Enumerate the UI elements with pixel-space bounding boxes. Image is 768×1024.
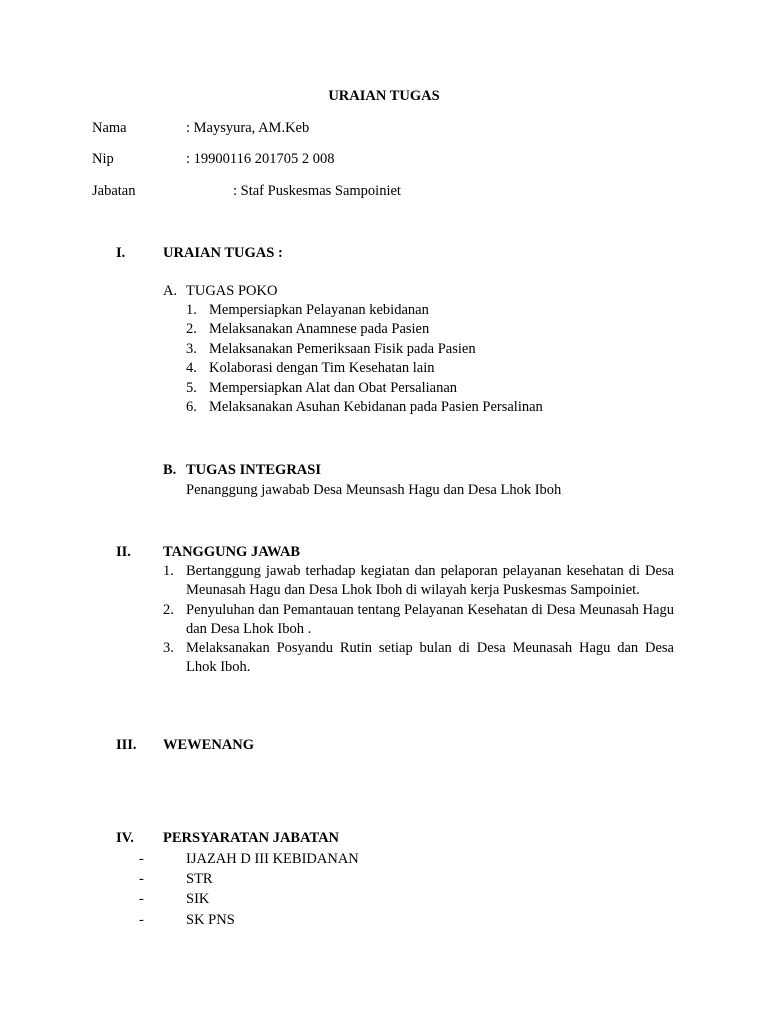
sub-b-text: Penanggung jawabab Desa Meunsash Hagu dan Desa Lhok Iboh [186, 482, 562, 498]
list-item [186, 301, 674, 320]
list-item [186, 359, 674, 378]
section-3-number: III. [116, 737, 137, 753]
section-3-heading: WEWENANG [163, 737, 255, 753]
list-item-text: Melaksanakan Posyandu Rutin setiap bulan di Desa Meunasah Hagu dan Desa Lhok Iboh. [186, 640, 674, 676]
list-item-number: 5. [186, 379, 197, 396]
list-item-text: Kolaborasi dengan Tim Kesehatan lain [209, 360, 435, 377]
section-1-number: I. [116, 245, 126, 261]
list-item-text: Mempersiapkan Pelayanan kebidanan [209, 302, 429, 318]
list-item-text: Melaksanakan Asuhan Kebidanan pada Pasien Persalinan [209, 399, 543, 416]
list-item [186, 340, 674, 359]
requirement-item: IJAZAH D III KEBIDANAN [186, 851, 359, 867]
field-value-nama: : Maysyura, AM.Keb [186, 120, 310, 136]
list-item-number: 3. [186, 340, 197, 357]
list-item [163, 601, 674, 640]
list-item [186, 379, 674, 398]
section-2-heading: TANGGUNG JAWAB [163, 544, 301, 560]
section-1-heading: URAIAN TUGAS : [163, 245, 283, 261]
list-item-number: 3. [163, 640, 174, 657]
tanggung-jawab-list [163, 562, 674, 678]
requirement-item: SK PNS [186, 912, 235, 928]
document-title: URAIAN TUGAS [328, 88, 440, 104]
list-item [163, 562, 674, 601]
list-item-number: 2. [186, 321, 197, 338]
sub-b-heading: TUGAS INTEGRASI [186, 462, 321, 478]
sub-a-letter: A. [163, 283, 178, 299]
bullet-dash: - [139, 912, 144, 928]
list-item [186, 398, 674, 417]
sub-b-letter: B. [163, 462, 177, 478]
bullet-dash: - [139, 851, 144, 867]
section-4-heading: PERSYARATAN JABATAN [163, 830, 340, 846]
field-label-jabatan: Jabatan [92, 183, 136, 199]
section-2-number: II. [116, 544, 131, 560]
requirement-item: STR [186, 871, 213, 887]
requirement-item: SIK [186, 891, 210, 907]
list-item-number: 6. [186, 399, 197, 416]
section-4-number: IV. [116, 830, 134, 846]
sub-a-heading: TUGAS POKO [186, 283, 278, 299]
field-value-nip: : 19900116 201705 2 008 [186, 151, 335, 167]
list-item-text: Bertanggung jawab terhadap kegiatan dan pelaporan pelayanan kesehatan di Desa Meunasah Hagu dan Desa Lhok Iboh di wilayah kerja Puskesmas Sampoiniet. [186, 563, 674, 599]
field-label-nip: Nip [92, 151, 114, 167]
list-item-number: 4. [186, 360, 197, 377]
bullet-dash: - [139, 871, 144, 887]
field-label-nama: Nama [92, 120, 127, 136]
list-item [186, 320, 674, 339]
list-item-text: Penyuluhan dan Pemantauan tentang Pelayanan Kesehatan di Desa Meunasah Hagu dan Desa Lhok Iboh . [186, 601, 674, 637]
list-item-number: 1. [163, 563, 174, 579]
bullet-dash: - [139, 891, 144, 907]
list-item-text: Melaksanakan Pemeriksaan Fisik pada Pasien [209, 340, 476, 357]
field-value-jabatan: : Staf Puskesmas Sampoiniet [233, 183, 401, 199]
list-item-number: 2. [163, 601, 174, 618]
list-item-text: Mempersiapkan Alat dan Obat Persalianan [209, 379, 458, 396]
list-item-number: 1. [186, 302, 197, 318]
tugas-pokok-list [186, 301, 674, 417]
list-item-text: Melaksanakan Anamnese pada Pasien [209, 321, 430, 338]
list-item [163, 639, 674, 678]
